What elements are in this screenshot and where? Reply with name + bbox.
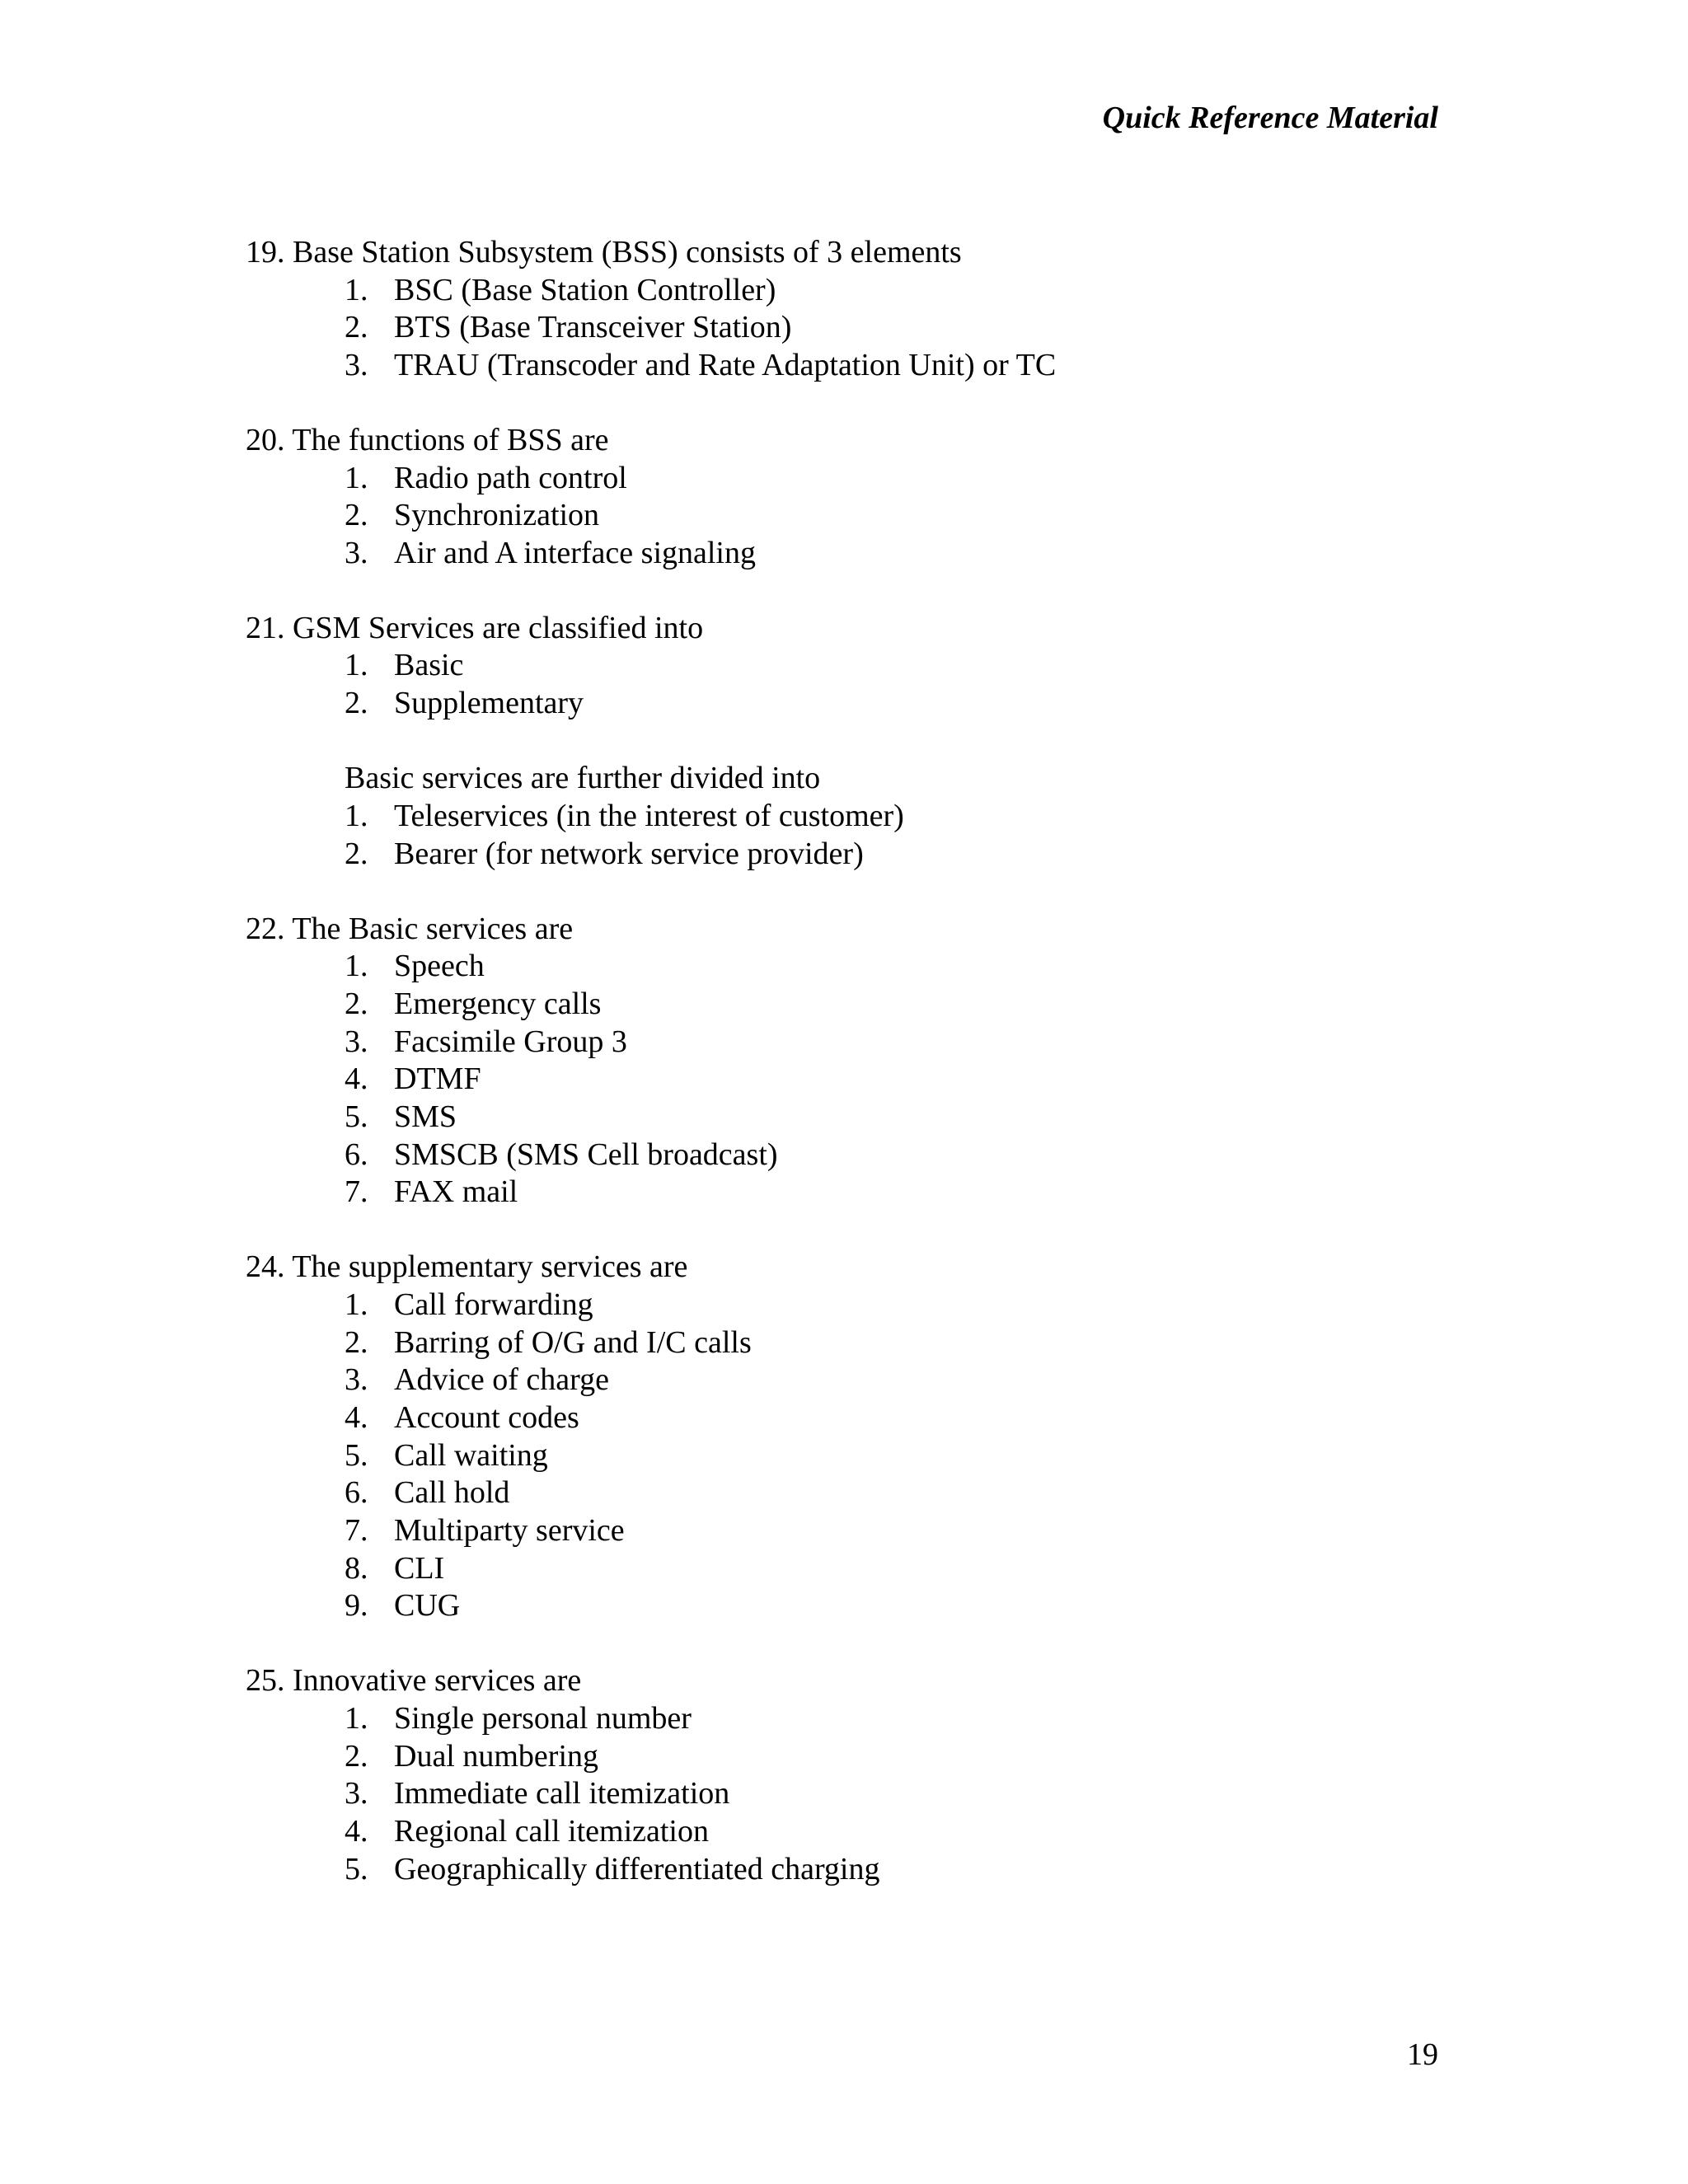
list-item-text: Bearer (for network service provider) [394,836,864,871]
list-item-number: 8. [345,1550,368,1586]
list-item-text: SMSCB (SMS Cell broadcast) [394,1137,778,1172]
list-item-number: 3. [345,535,368,570]
list-item [246,497,1441,535]
section-title: 21. GSM Services are classified into [246,610,704,645]
list-item-text: Synchronization [394,498,600,533]
list-item [246,1024,1441,1062]
list-item-text: SMS [394,1099,457,1135]
list-item-number: 3. [345,348,368,383]
list-item-number: 1. [345,1286,368,1322]
list-item-text: Basic [394,648,464,683]
list-item [246,1474,1441,1512]
list-item [246,1700,1441,1738]
list-item-text: BTS (Base Transceiver Station) [394,310,792,345]
list-item [246,798,1441,836]
list-item-text: Single personal number [394,1700,692,1736]
list-item-number: 4. [345,1399,368,1435]
list-item-number: 2. [345,1324,368,1360]
list-item-text: FAX mail [394,1174,518,1210]
list-item-number: 5. [345,1437,368,1473]
section-title: 19. Base Station Subsystem (BSS) consists of 3 elements [246,235,962,269]
list-item-number: 1. [345,1700,368,1736]
section-25 [246,1662,1441,1888]
list-item [246,1361,1441,1399]
section-24 [246,1249,1441,1625]
list-item-text: Call waiting [394,1437,548,1473]
list-item [246,1137,1441,1174]
list-item [246,1813,1441,1851]
list-item-number: 1. [345,460,368,495]
list-item-number: 9. [345,1588,368,1624]
list-item [246,1437,1441,1475]
list-item-text: Barring of O/G and I/C calls [394,1324,752,1360]
list-item-text: Emergency calls [394,986,602,1021]
list-item [246,1399,1441,1437]
list-item-text: TRAU (Transcoder and Rate Adaptation Unit) or TC [394,348,1057,383]
list-item [246,1738,1441,1776]
list-item-number: 2. [345,686,368,721]
list-item-text: BSC (Base Station Controller) [394,272,776,307]
list-item-number: 1. [345,272,368,307]
list-item-text: Call hold [394,1475,510,1511]
page-header-title: Quick Reference Material [1102,101,1438,135]
document-content [246,234,1441,1925]
list-item-number: 6. [345,1137,368,1172]
list-item-number: 1. [345,799,368,834]
list-item [246,986,1441,1024]
list-item-number: 4. [345,1062,368,1097]
list-item-text: Supplementary [394,686,584,721]
list-item-number: 2. [345,836,368,871]
list-item [246,647,1441,685]
section-title: 22. The Basic services are [246,911,574,946]
list-item-text: Regional call itemization [394,1814,709,1849]
list-item-text: Advice of charge [394,1362,609,1398]
list-item-text: Teleservices (in the interest of customer) [394,799,904,834]
list-item-number: 2. [345,986,368,1021]
list-item-text: Call forwarding [394,1286,593,1322]
list-item [246,309,1441,347]
list-item [246,1061,1441,1099]
list-item-text: Radio path control [394,460,627,495]
list-item-number: 4. [345,1814,368,1849]
list-item [246,685,1441,723]
section-title: 20. The functions of BSS are [246,422,609,457]
list-item-number: 2. [345,1738,368,1774]
list-item-text: CUG [394,1588,461,1624]
list-item-number: 6. [345,1475,368,1511]
list-item-number: 2. [345,498,368,533]
list-item [246,1550,1441,1588]
list-item-text: Account codes [394,1399,579,1435]
list-item [246,1099,1441,1137]
list-item-text: CLI [394,1550,445,1586]
list-item-number: 5. [345,1851,368,1886]
list-item [246,1775,1441,1813]
list-item-text: Facsimile Group 3 [394,1024,627,1059]
list-item-number: 2. [345,310,368,345]
list-item [246,535,1441,573]
list-item [246,836,1441,874]
list-item [246,347,1441,385]
list-item [246,1324,1441,1362]
page-number: 19 [1407,2037,1438,2072]
list-item-text: Dual numbering [394,1738,599,1774]
list-item-text: Immediate call itemization [394,1776,730,1811]
list-item-text: DTMF [394,1062,481,1097]
list-item [246,1174,1441,1212]
section-22 [246,911,1441,1212]
list-item-number: 3. [345,1024,368,1059]
section-21 [246,610,1441,874]
list-item [246,460,1441,498]
section-subtitle: Basic services are further divided into [345,761,821,796]
list-item-number: 1. [345,949,368,984]
list-item-number: 3. [345,1776,368,1811]
list-item-number: 7. [345,1513,368,1549]
section-20 [246,422,1441,573]
list-item [246,948,1441,986]
list-item [246,1286,1441,1324]
section-title: 24. The supplementary services are [246,1249,688,1285]
list-item-number: 5. [345,1099,368,1135]
list-item-number: 1. [345,648,368,683]
list-item-number: 3. [345,1362,368,1398]
section-19 [246,234,1441,385]
list-item [246,1587,1441,1625]
list-item [246,1512,1441,1550]
list-item-text: Geographically differentiated charging [394,1851,880,1886]
list-item-text: Speech [394,949,485,984]
list-item-text: Multiparty service [394,1513,625,1549]
list-item [246,1851,1441,1889]
list-item-number: 7. [345,1174,368,1210]
list-item [246,272,1441,310]
section-title: 25. Innovative services are [246,1663,582,1699]
list-item-text: Air and A interface signaling [394,535,756,570]
